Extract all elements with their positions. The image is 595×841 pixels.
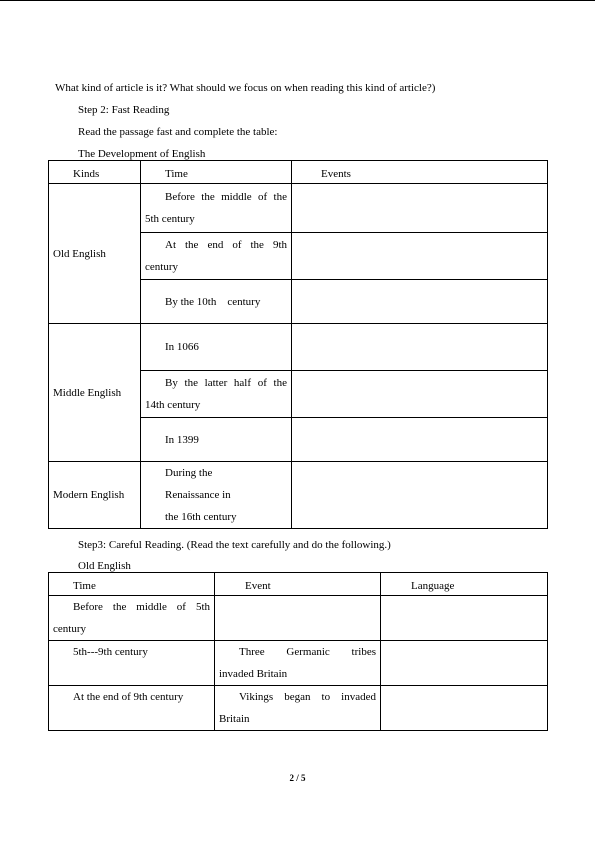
top-rule [0,0,595,1]
table-row [49,596,548,641]
time-cell: Before the middle of the 5th century [141,184,292,233]
table2-title: Old English [78,560,131,572]
step2-title: Step 2: Fast Reading [78,104,170,116]
language-cell[interactable] [381,641,548,686]
time-cell: Before the middle of 5th century [49,596,215,641]
header-time: Time [141,161,292,184]
time-cell: In 1066 [141,324,292,371]
language-cell[interactable] [381,596,548,641]
table-row [49,462,548,529]
time-cell: By the 10th century [141,280,292,324]
table-row [49,324,548,371]
events-cell[interactable] [292,371,548,418]
development-table [48,160,548,529]
table-row [49,641,548,686]
time-cell: 5th---9th century [49,641,215,686]
events-cell[interactable] [292,418,548,462]
time-cell: During the Renaissance in the 16th century [141,462,292,529]
table1-title: The Development of English [78,148,206,160]
time-cell: At the end of 9th century [49,686,215,731]
header-language: Language [381,573,548,596]
time-cell: In 1399 [141,418,292,462]
events-cell[interactable] [292,233,548,280]
header-events: Events [292,161,548,184]
time-cell: At the end of the 9th century [141,233,292,280]
events-cell[interactable] [292,184,548,233]
kind-middle-english: Middle English [49,324,141,462]
events-cell[interactable] [292,280,548,324]
event-cell: Vikings began to invaded Britain [215,686,381,731]
header-event: Event [215,573,381,596]
table-row [49,184,548,233]
step3-title: Step3: Careful Reading. (Read the text carefully and do the following.) [78,539,391,551]
table-header-row [49,161,548,184]
events-cell[interactable] [292,324,548,371]
event-cell[interactable] [215,596,381,641]
table-header-row [49,573,548,596]
events-cell[interactable] [292,462,548,529]
kind-modern-english: Modern English [49,462,141,529]
intro-question: What kind of article is it? What should we focus on when reading this kind of article?) [55,82,436,94]
time-cell: By the latter half of the 14th century [141,371,292,418]
header-kinds: Kinds [49,161,141,184]
header-time: Time [49,573,215,596]
step2-instruction: Read the passage fast and complete the table: [78,126,278,138]
page-number: 2 / 5 [289,773,306,783]
language-cell[interactable] [381,686,548,731]
table-row [49,686,548,731]
old-english-table [48,572,548,731]
kind-old-english: Old English [49,184,141,324]
event-cell: Three Germanic tribes invaded Britain [215,641,381,686]
